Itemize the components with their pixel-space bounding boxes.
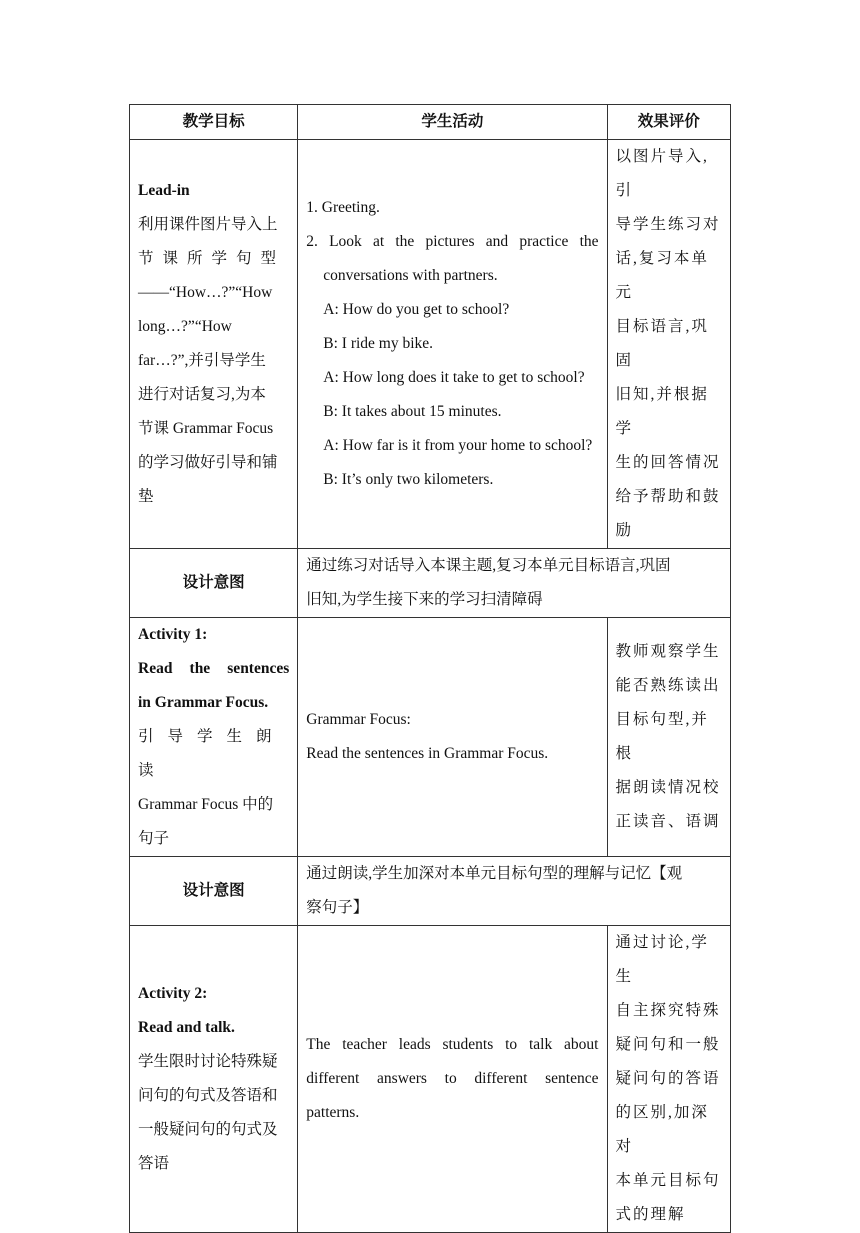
goal-cell xyxy=(130,140,298,549)
activity-line: B: It takes about 15 minutes. xyxy=(323,403,502,420)
activity-line: B: It’s only two kilometers. xyxy=(323,471,494,488)
goal-title: Read the sentences xyxy=(138,660,290,677)
activity-cell xyxy=(298,140,607,549)
activity-line: B: I ride my bike. xyxy=(323,335,434,352)
header-activity: 学生活动 xyxy=(298,105,607,140)
evaluation-line: 疑问句的答语 xyxy=(615,1070,721,1087)
goal-line: long…?”“How xyxy=(138,318,232,335)
activity-line: The teacher leads students to talk about different answers to different sentence patterns. xyxy=(306,1036,599,1121)
evaluation-line: 的区别,加深对 xyxy=(615,1104,709,1155)
table-row xyxy=(130,926,731,1233)
evaluation-line: 能否熟练读出 xyxy=(615,677,721,694)
design-line: 通过练习对话导入本课主题,复习本单元目标语言,巩固 xyxy=(306,557,671,574)
goal-title: Activity 2: xyxy=(138,985,208,1002)
goal-line: 的学习做好引导和铺 xyxy=(138,454,278,471)
evaluation-line: 目标语言,巩固 xyxy=(615,318,709,369)
evaluation-line: 旧知,并根据学 xyxy=(615,386,709,437)
table-row xyxy=(130,140,731,549)
evaluation-line: 自主探究特殊 xyxy=(615,1002,721,1019)
evaluation-line: 通过讨论,学生 xyxy=(615,934,709,985)
goal-line: 引导学生朗读 xyxy=(138,728,286,779)
evaluation-line: 据朗读情况校 xyxy=(615,779,721,796)
activity-line: Read the sentences in Grammar Focus. xyxy=(306,745,549,762)
design-line: 通过朗读,学生加深对本单元目标句型的理解与记忆【观 xyxy=(306,865,683,882)
goal-title: in Grammar Focus. xyxy=(138,694,269,711)
goal-line: 利用课件图片导入上 xyxy=(138,216,278,233)
evaluation-line: 疑问句和一般 xyxy=(615,1036,721,1053)
lesson-plan-table xyxy=(129,104,731,1233)
design-line: 旧知,为学生接下来的学习扫清障碍 xyxy=(306,591,543,608)
table-row xyxy=(130,549,731,618)
goal-line: ——“How…?”“How xyxy=(138,284,273,301)
evaluation-line: 目标句型,并根 xyxy=(615,711,709,762)
goal-line: 垫 xyxy=(138,488,154,505)
table-row xyxy=(130,618,731,857)
evaluation-line: 式的理解 xyxy=(615,1206,686,1223)
goal-line: 一般疑问句的句式及 xyxy=(138,1121,278,1138)
goal-title: Read and talk. xyxy=(138,1019,235,1036)
header-goal: 教学目标 xyxy=(130,105,298,140)
activity-line: 2. Look at the pictures and practice the conversations with partners. xyxy=(306,233,599,284)
activity-line: A: How far is it from your home to school? xyxy=(323,437,593,454)
goal-line: 进行对话复习,为本 xyxy=(138,386,266,403)
table-row xyxy=(130,857,731,926)
goal-cell xyxy=(130,926,298,1233)
evaluation-line: 导学生练习对 xyxy=(615,216,721,233)
activity-cell xyxy=(298,618,607,857)
evaluation-line: 正读音、语调 xyxy=(615,813,721,830)
evaluation-line: 话,复习本单元 xyxy=(615,250,709,301)
header-evaluation: 效果评价 xyxy=(607,105,731,140)
design-text-cell xyxy=(298,549,731,618)
goal-line: far…?”,并引导学生 xyxy=(138,352,266,369)
goal-line: Grammar Focus 中的 xyxy=(138,796,274,813)
activity-line: 1. Greeting. xyxy=(306,199,380,216)
evaluation-line: 教师观察学生 xyxy=(615,643,721,660)
evaluation-cell xyxy=(607,618,731,857)
goal-title: Lead-in xyxy=(138,182,190,199)
design-label: 设计意图 xyxy=(130,549,298,618)
activity-line: A: How do you get to school? xyxy=(323,301,510,318)
activity-line: A: How long does it take to get to school? xyxy=(323,369,585,386)
evaluation-line: 本单元目标句 xyxy=(615,1172,721,1189)
goal-line: 学生限时讨论特殊疑 xyxy=(138,1053,278,1070)
design-label: 设计意图 xyxy=(130,857,298,926)
evaluation-cell xyxy=(607,926,731,1233)
evaluation-line: 给予帮助和鼓 xyxy=(615,488,721,505)
goal-title: Activity 1: xyxy=(138,626,208,643)
goal-line: 节课所学句型 xyxy=(138,250,286,267)
evaluation-line: 励 xyxy=(615,522,634,539)
goal-line: 答语 xyxy=(138,1155,170,1172)
activity-line: Grammar Focus: xyxy=(306,711,411,728)
evaluation-line: 生的回答情况 xyxy=(615,454,721,471)
table-header-row xyxy=(130,105,731,140)
evaluation-line: 以图片导入,引 xyxy=(615,148,709,199)
goal-cell xyxy=(130,618,298,857)
goal-line: 节课 Grammar Focus xyxy=(138,420,274,437)
goal-line: 句子 xyxy=(138,830,170,847)
evaluation-cell xyxy=(607,140,731,549)
activity-cell xyxy=(298,926,607,1233)
design-line: 察句子】 xyxy=(306,899,369,916)
design-text-cell xyxy=(298,857,731,926)
goal-line: 问句的句式及答语和 xyxy=(138,1087,278,1104)
